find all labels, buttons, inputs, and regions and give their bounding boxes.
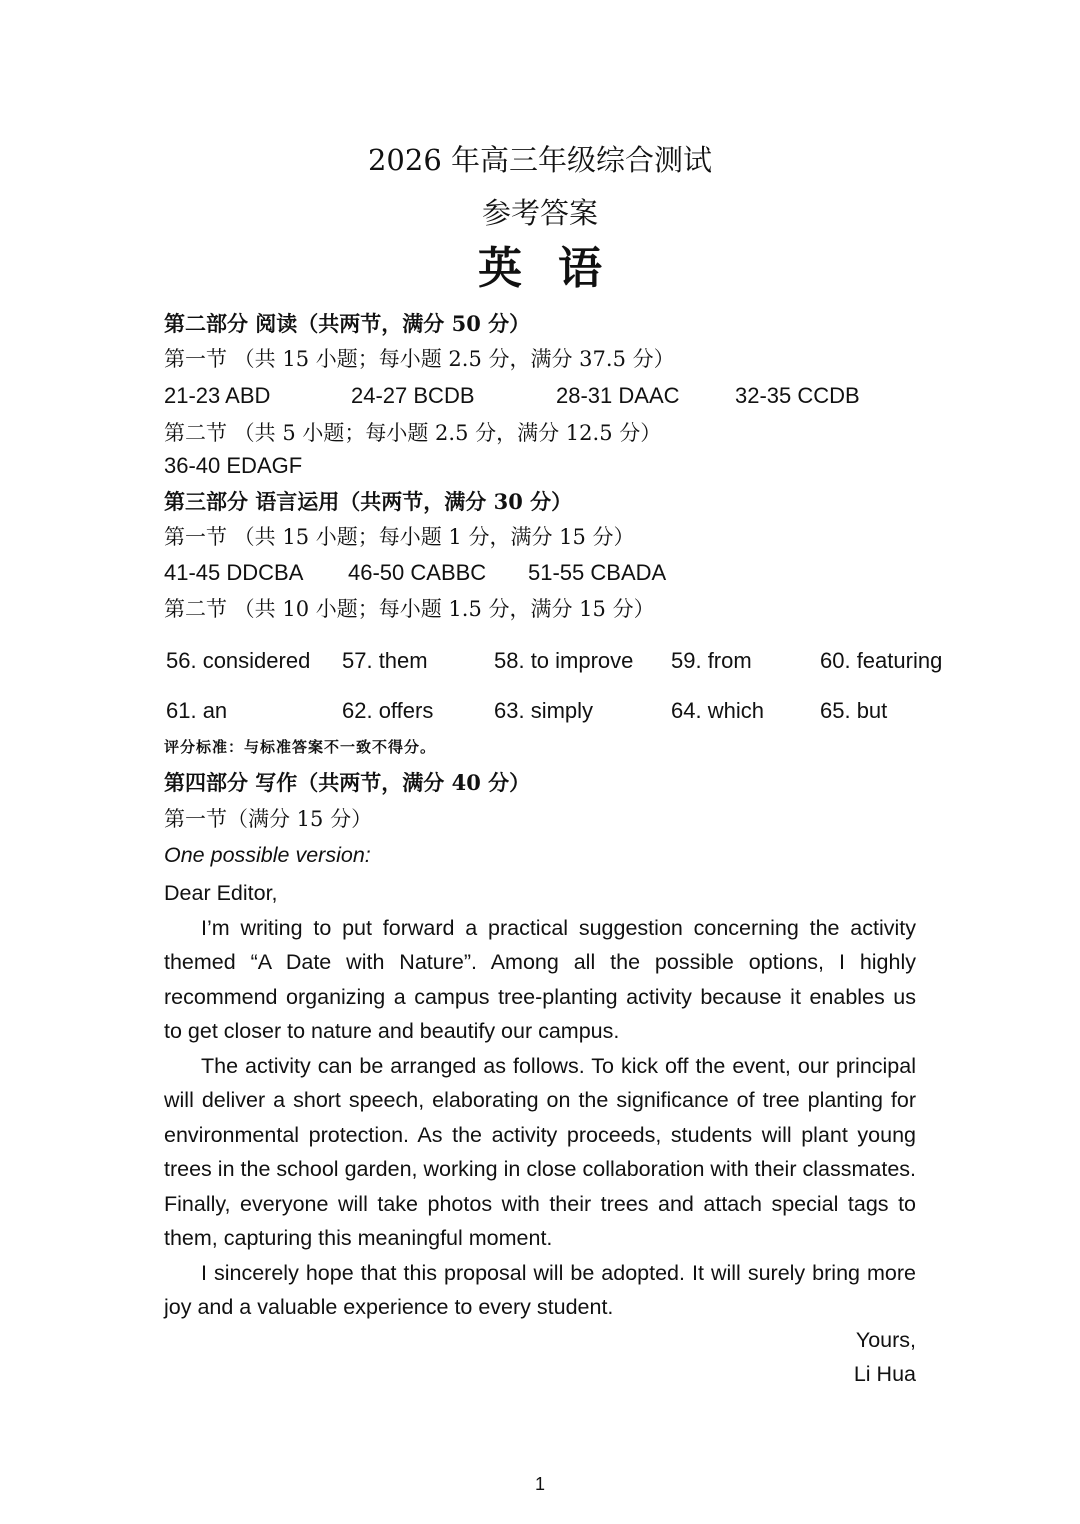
part2-section1-heading: 第一节 （共 15 小题；每小题 2.5 分，满分 37.5 分） <box>164 347 675 371</box>
blank-answer: 56. considered <box>166 648 311 673</box>
exam-title: 2026 年高三年级综合测试 <box>367 143 713 177</box>
answer-group: 46-50 CABBC <box>348 560 487 585</box>
essay-signature: Li Hua <box>853 1362 916 1386</box>
answer-group: 21-23 ABD <box>164 383 271 408</box>
essay-closing: Yours, <box>855 1328 916 1352</box>
essay-paragraph: The activity can be arranged as follows. To kick off the event, our principal will deliver a short speech, elaborating on the significance of tree planting for environmental protection. As the activity proceeds, students will plant young trees in the school garden, working in close collaboration with their classmates. Finally, everyone will take photos with their trees and attach special tags to them, capturing this meaningful moment. <box>164 1053 916 1250</box>
answer-group: 24-27 BCDB <box>351 383 475 408</box>
sample-label: One possible version: <box>164 843 371 867</box>
page-number: 1 <box>534 1474 545 1494</box>
answer-group: 41-45 DDCBA <box>164 560 304 585</box>
blank-answer: 61. an <box>166 698 228 723</box>
answer-group: 28-31 DAAC <box>556 383 680 408</box>
answer-group: 36-40 EDAGF <box>164 453 303 478</box>
part3-section2-heading: 第二节 （共 10 小题；每小题 1.5 分，满分 15 分） <box>164 597 655 621</box>
blank-answer: 63. simply <box>494 698 594 723</box>
blank-answer: 60. featuring <box>820 648 943 673</box>
part3-heading: 第三部分 语言运用（共两节，满分 30 分） <box>164 489 573 514</box>
part2-heading: 第二部分 阅读（共两节，满分 50 分） <box>164 311 531 336</box>
document-type: 参考答案 <box>481 196 598 230</box>
part3-section1-heading: 第一节 （共 15 小题；每小题 1 分，满分 15 分） <box>164 525 635 549</box>
essay-greeting: Dear Editor, <box>164 881 278 905</box>
essay-paragraph: I sincerely hope that this proposal will be adopted. It will surely bring more joy and a valuable experience to every student. <box>164 1260 916 1319</box>
subject-title: 英语 <box>478 243 638 294</box>
answer-group: 32-35 CCDB <box>735 383 860 408</box>
part2-section2-heading: 第二节 （共 5 小题；每小题 2.5 分，满分 12.5 分） <box>164 421 662 445</box>
blank-answer: 62. offers <box>342 698 434 723</box>
part4-section1-heading: 第一节（满分 15 分） <box>164 807 373 831</box>
blank-answer: 58. to improve <box>494 648 634 673</box>
part4-heading: 第四部分 写作（共两节，满分 40 分） <box>164 770 531 795</box>
answer-group: 51-55 CBADA <box>528 560 667 585</box>
blank-answer: 59. from <box>671 648 752 673</box>
blank-answer: 64. which <box>671 698 764 723</box>
blank-answer: 57. them <box>342 648 428 673</box>
grading-note: 评分标准：与标准答案不一致不得分。 <box>164 738 437 756</box>
essay-paragraph: I’m writing to put forward a practical suggestion concerning the activity themed “A Date with Nature”. Among all the possible options, I highly recommend organizing a campus tree-planting activity because it enables us to get closer to nature and beautify our campus. <box>164 915 916 1043</box>
blank-answer: 65. but <box>820 698 888 723</box>
sample-essay <box>164 876 916 1325</box>
